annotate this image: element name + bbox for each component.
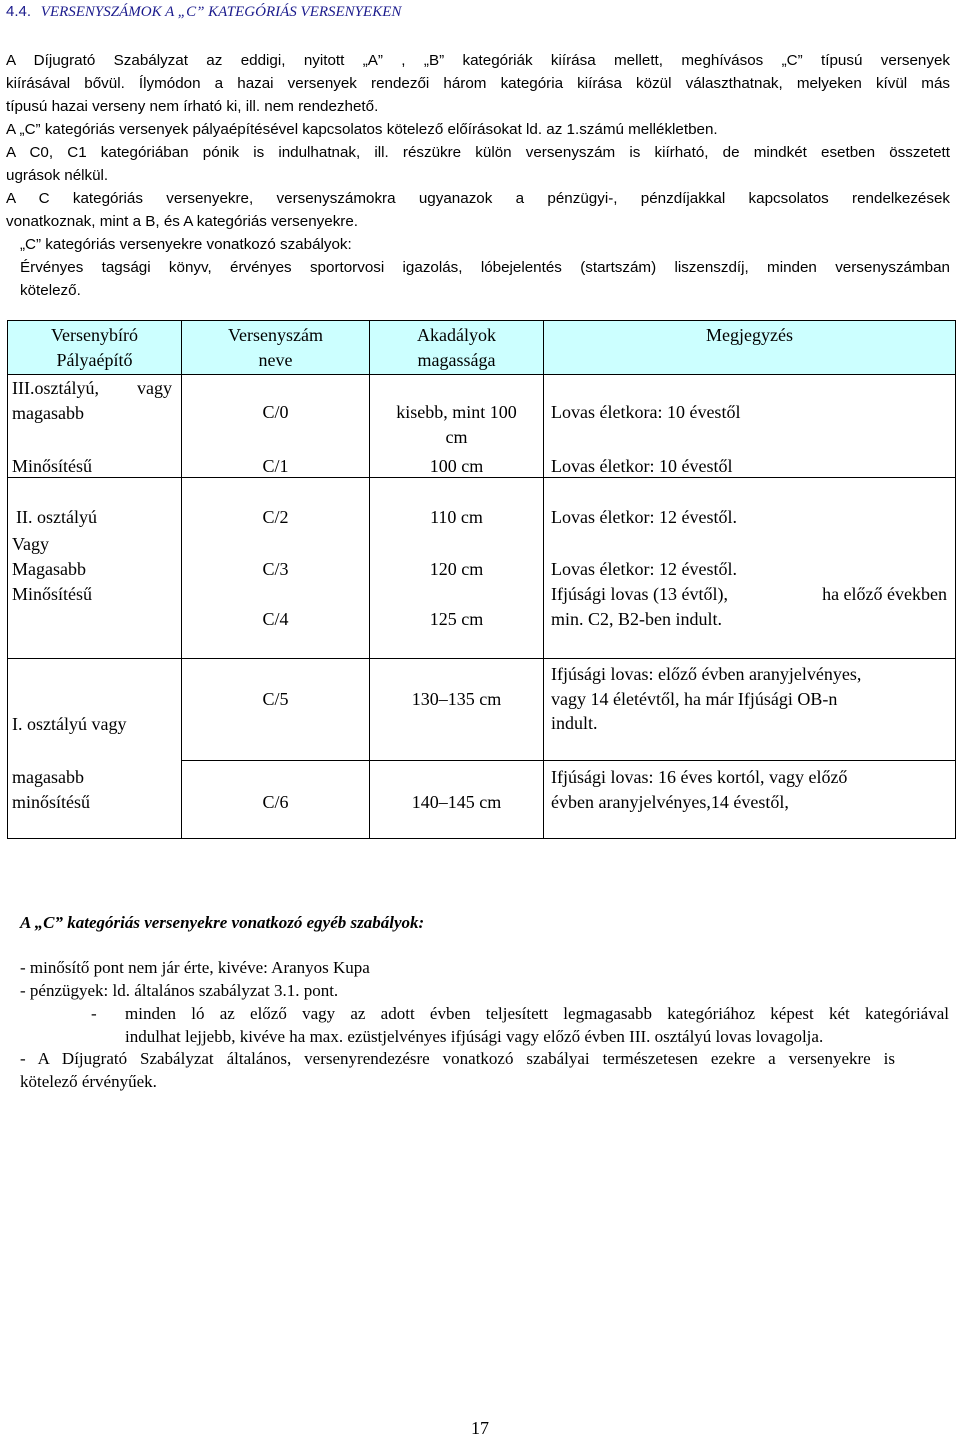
header-event-line: Versenyszám (228, 325, 323, 345)
intro-line: típusú hazai verseny nem írható ki, ill. nem rendezhető. (6, 98, 379, 115)
header-judge (8, 323, 181, 372)
event-name: C/2 (262, 507, 289, 527)
judge-line: II. osztályú (16, 507, 97, 527)
header-event (182, 323, 369, 372)
event-name: C/4 (262, 609, 289, 629)
note-text: Lovas életkor: 10 évestől (551, 456, 733, 476)
intro-line: ugrások nélkül. (6, 167, 109, 184)
intro-line: A Díjugrató Szabályzat az eddigi, nyitott „A” , „B” kategóriák kiírása mellett, meghívásos „C” típusú versenyek (6, 52, 950, 69)
header-judge-line: Versenybíró (51, 325, 138, 345)
obstacle-height: 110 cm (430, 507, 483, 527)
rule-item: - A Díjugrató Szabályzat általános, versenyrendezésre vonatkozó szabályai természetesen ezekre a versenyekre is (20, 1049, 895, 1068)
note-text (551, 582, 947, 631)
note-line: vagy 14 életévtől, ha már Ifjúsági OB-n (551, 688, 838, 709)
table-border-bottom (7, 838, 956, 839)
judge-line: III.osztályú, (12, 378, 99, 398)
intro-line: A C kategóriás versenyekre, versenyszámokra ugyanazok a pénzügyi-, pénzdíjakkal kapcsolatos rendelkezések (6, 190, 950, 207)
table-border-top (7, 320, 956, 321)
judge-line: Minősítésű (12, 584, 93, 604)
header-obstacle (370, 323, 543, 372)
note-line: Ifjúsági lovas (13 évtől), (551, 584, 728, 604)
judge-line: Magasabb (12, 559, 86, 579)
obstacle-height (370, 400, 543, 449)
section-title: VERSENYSZÁMOK A „C” KATEGÓRIÁS VERSENYEKEN (40, 4, 402, 20)
note-line: évben aranyjelvényes,14 évestől, (551, 791, 789, 812)
intro-line: A „C” kategóriás versenyek pályaépítésével kapcsolatos kötelező előírásokat ld. az 1.számú mellékletben. (6, 121, 718, 138)
rule-item: minden ló az előző vagy az adott évben teljesített legmagasabb kategóriához képest két kategóriával (125, 1004, 949, 1023)
judge-line: Minősítésű (12, 456, 93, 476)
row-divider (182, 760, 956, 761)
obstacle-height: 130–135 cm (411, 689, 502, 709)
obstacle-height: 140–145 cm (411, 792, 502, 812)
judge-group-1 (12, 376, 172, 425)
header-notes: Megjegyzés (706, 325, 793, 345)
judge-line: Vagy (12, 534, 49, 554)
other-rules-title: A „C” kategóriás versenyekre vonatkozó egyéb szabályok: (20, 913, 425, 932)
intro-line: kiírásával bővül. Ílymódon a hazai versenyek rendezői három kategória kiírása közül választhatnak, melyeken kívül más (6, 75, 950, 92)
section-number: 4.4. (6, 3, 32, 20)
header-obstacle-line: magassága (417, 349, 496, 370)
event-name: C/3 (262, 559, 289, 579)
obstacle-height-line: kisebb, mint 100 (396, 402, 517, 422)
intro-line: Érvényes tagsági könyv, érvényes sportorvosi igazolás, lóbejelentés (startszám) liszenszdíj, minden versenyszámban (20, 259, 950, 276)
rules-intro: „C” kategóriás versenyekre vonatkozó szabályok: (20, 236, 352, 253)
rule-item: indulhat lejjebb, kivéve ha max. ezüstjelvényes ifjúsági vagy előző évben III. osztályú lovas lovagolja. (125, 1027, 824, 1046)
note-text (551, 662, 951, 736)
event-name: C/5 (262, 689, 289, 709)
rule-item: kötelező érvényűek. (20, 1072, 157, 1091)
rule-item: - minősítő pont nem jár érte, kivéve: Aranyos Kupa (20, 958, 370, 977)
note-line: Ifjúsági lovas: 16 éves kortól, vagy előző (551, 767, 848, 787)
judge-line: magasabb (12, 402, 84, 423)
rule-item: - pénzügyek: ld. általános szabályzat 3.1. pont. (20, 981, 339, 1000)
note-line: Ifjúsági lovas: előző évben aranyjelvényes, (551, 664, 862, 684)
column-divider (543, 320, 544, 839)
note-text: Lovas életkora: 10 évestől (551, 402, 741, 422)
event-name: C/1 (262, 456, 289, 476)
rule-dash: - (91, 1004, 97, 1023)
judge-line: magasabb (12, 767, 84, 787)
intro-line: kötelező. (20, 282, 81, 299)
obstacle-height-line: cm (445, 426, 468, 447)
intro-line: A C0, C1 kategóriában pónik is indulhatnak, ill. részükre külön versenyszám is kiírható, de mindkét esetben összetett (6, 144, 950, 161)
note-line: indult. (551, 713, 598, 733)
event-name: C/6 (262, 792, 289, 812)
header-obstacle-line: Akadályok (417, 325, 496, 345)
header-builder-line: Pályaépítő (56, 349, 133, 370)
header-divider (7, 374, 956, 375)
note-text: Lovas életkor: 12 évestől. (551, 507, 737, 527)
table-border-right (955, 320, 956, 839)
header-event-line: neve (258, 349, 293, 370)
obstacle-height: 100 cm (429, 456, 484, 476)
event-name: C/0 (262, 402, 289, 422)
table-border-left (7, 320, 8, 839)
judge-line: vagy (137, 378, 172, 398)
obstacle-height: 125 cm (429, 609, 484, 629)
judge-line: minősítésű (12, 792, 91, 812)
note-line: min. C2, B2-ben indult. (551, 608, 722, 629)
intro-line: vonatkoznak, mint a B, és A kategóriás versenyekre. (6, 213, 359, 230)
note-text (551, 765, 951, 814)
group-divider (7, 658, 956, 659)
judge-line: I. osztályú vagy (12, 714, 127, 734)
obstacle-height: 120 cm (429, 559, 484, 579)
note-line: ha előző években (822, 584, 947, 604)
note-text: Lovas életkor: 12 évestől. (551, 559, 737, 579)
page-number: 17 (471, 1418, 489, 1438)
